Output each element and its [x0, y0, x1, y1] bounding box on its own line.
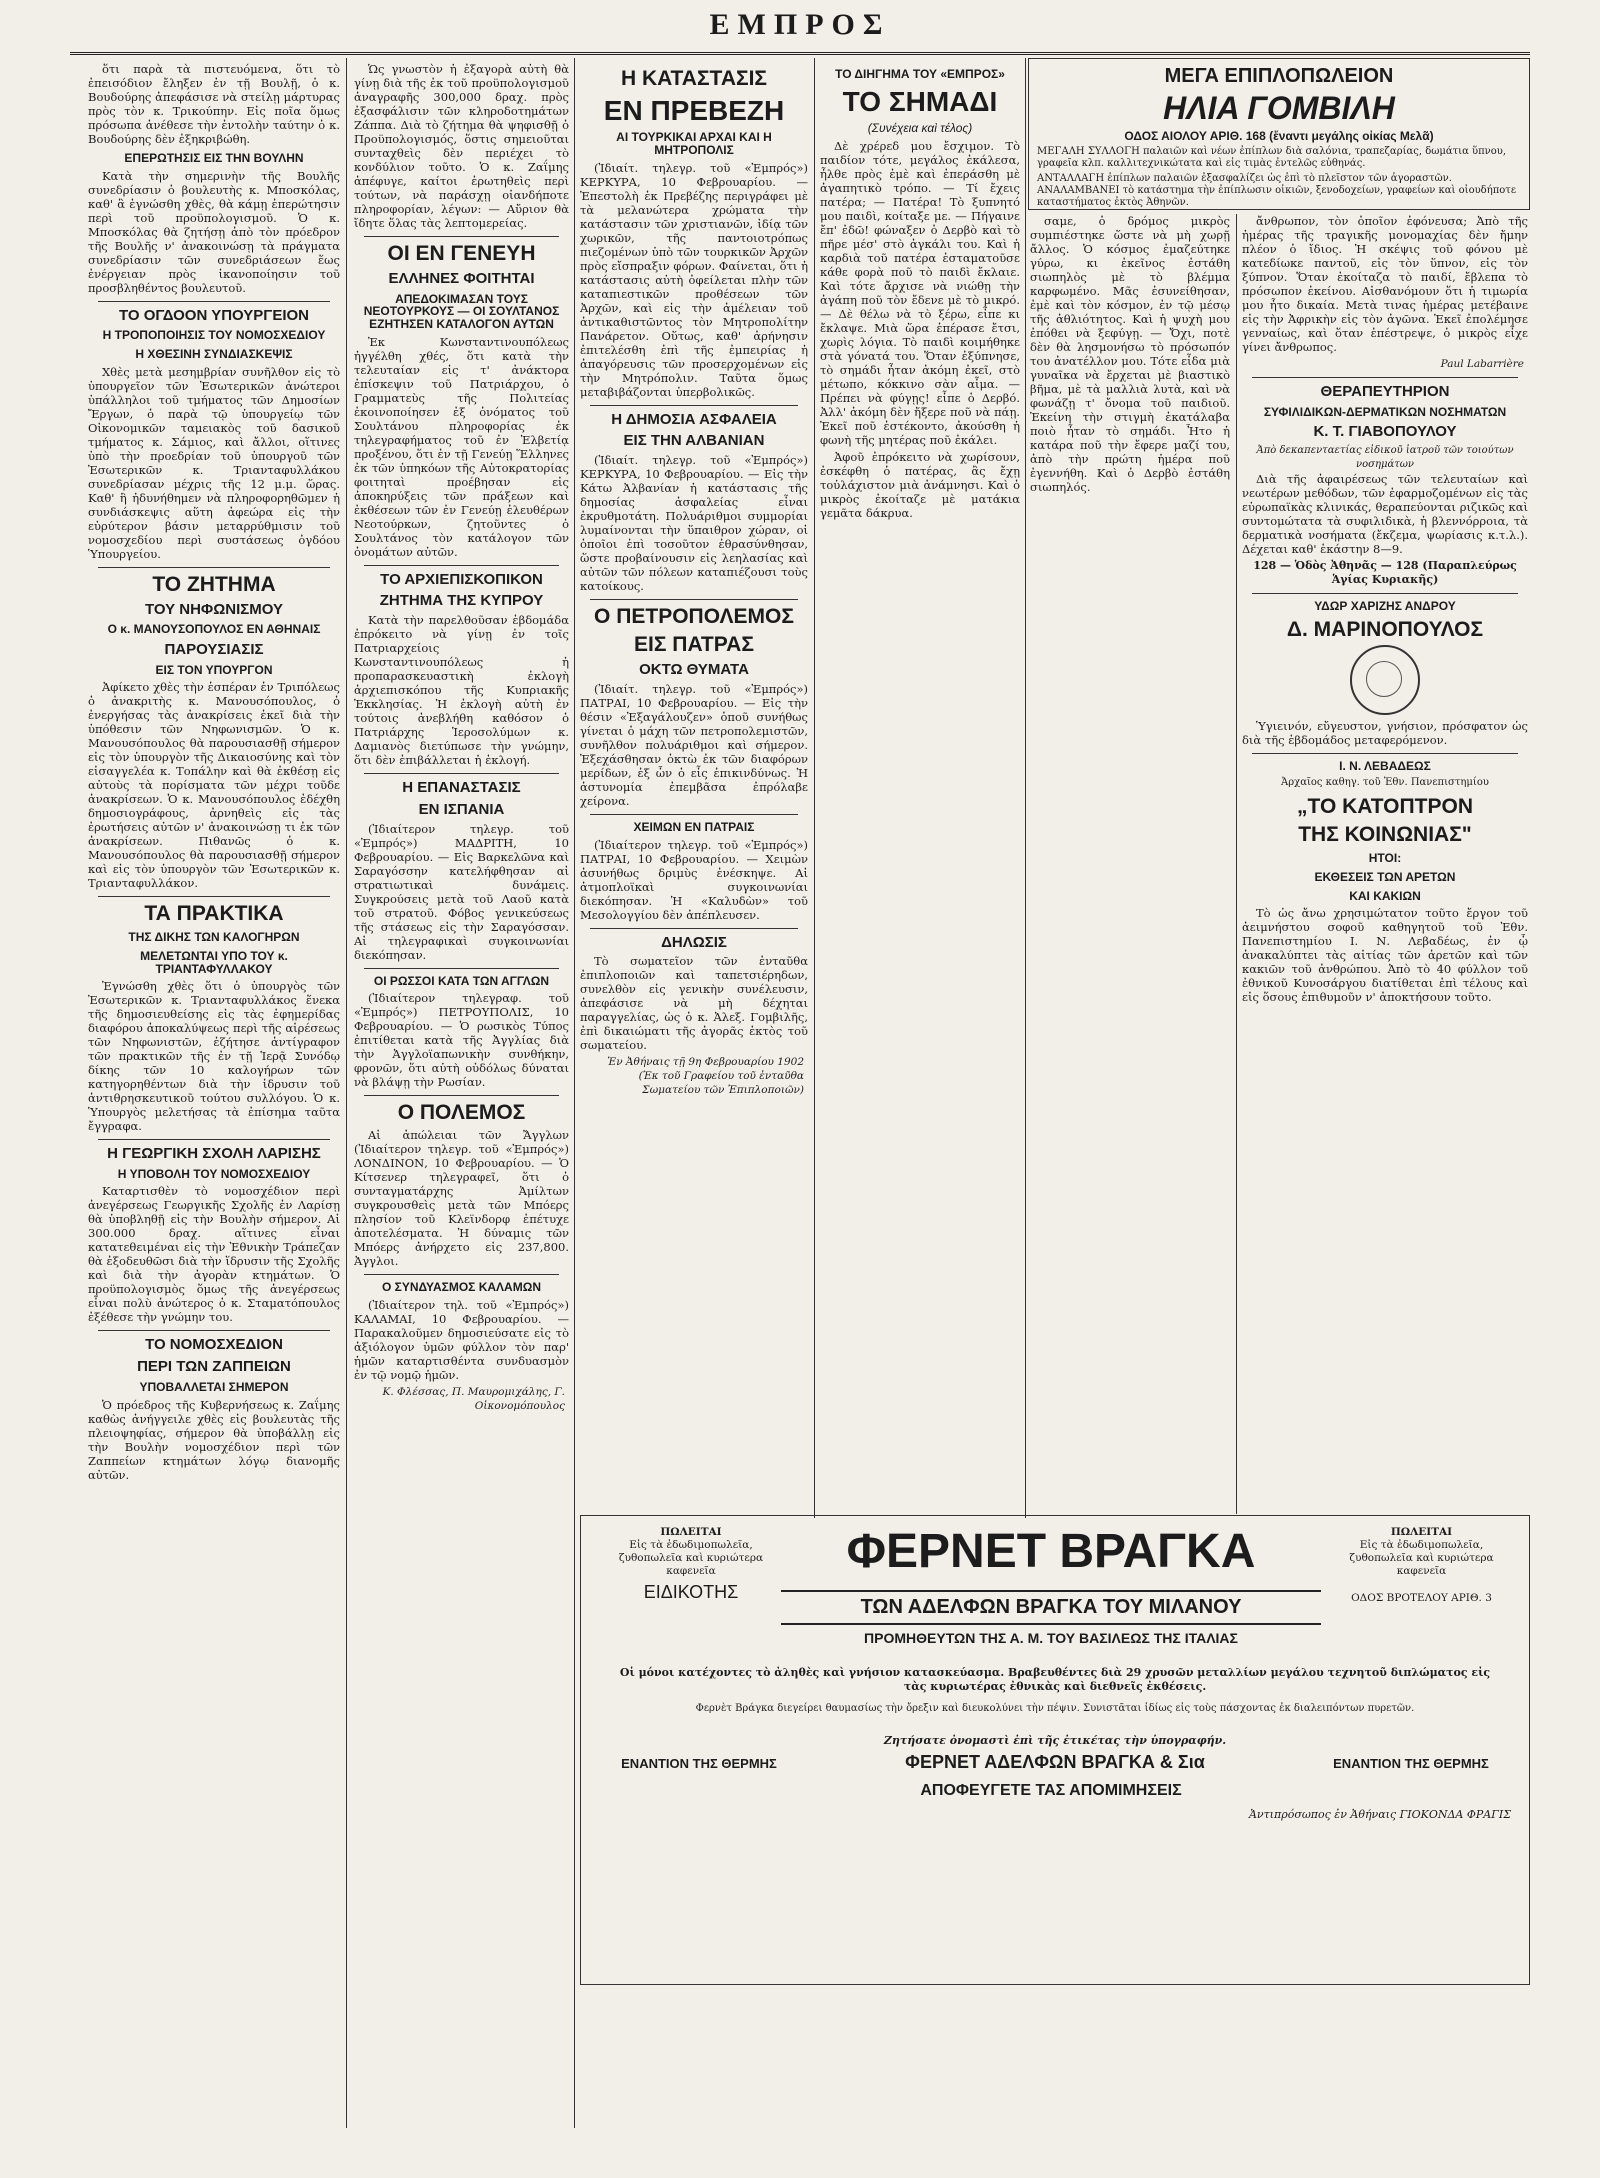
- article-text: Καταρτισθὲν τὸ νομοσχέδιον περὶ ἀνεγέρσεως Γεωργικῆς Σχολῆς ἐν Λαρίσῃ θὰ ὑποβληθῇ εἰς τὴν Βουλὴν σήμερον. Αἱ 300.000 δραχ. αἵτινες εἶναι κατατεθειμέναι εἰς τὴν Ἐθνικὴν Τράπεζαν θὰ ἐξοδευθῶσι διὰ τὴν ἵδρυσιν τῆς Σχολῆς καὶ διὰ τὴν ἀγορὰν κτημάτων. Ὁ προϋπολογισμὸς ὅμως τῆς ἀνεγέρσεως εἶναι πολὺ ἀνώτερος ὁ κ. Σταματόπουλος ἐξέθεσε τὴν γνώμην του.: [88, 1184, 340, 1325]
- headline: Η ΓΕΩΡΓΙΚΗ ΣΧΟΛΗ ΛΑΡΙΣΗΣ: [107, 1145, 321, 1163]
- column-divider: [1025, 58, 1026, 1518]
- subheadline: ΤΗΣ ΔΙΚΗΣ ΤΩΝ ΚΑΛΟΓΗΡΩΝ: [128, 930, 300, 945]
- divider: [590, 814, 798, 815]
- subheadline: Η ΧΘΕΣΙΝΗ ΣΥΝΔΙΑΣΚΕΨΙΣ: [135, 346, 293, 361]
- divider: [590, 928, 798, 929]
- subheadline: ΟΚΤΩ ΘΥΜΑΤΑ: [639, 661, 749, 679]
- ad-tagline: Ἀπὸ δεκαπενταετίας εἰδικοῦ ἰατροῦ τῶν τοιούτων νοσημάτων: [1256, 445, 1514, 471]
- divider: [98, 896, 330, 897]
- divider: [98, 1139, 330, 1140]
- headline: Ο ΠΕΤΡΟΠΟΛΕΜΟΣ: [594, 605, 794, 629]
- divider: [1252, 593, 1518, 594]
- column-divider: [814, 58, 815, 1518]
- subheadline: Η ΤΡΟΠΟΠΟΙΗΣΙΣ ΤΟΥ ΝΟΜΟΣΧΕΔΙΟΥ: [102, 328, 326, 343]
- divider: [364, 968, 559, 969]
- column-1: [88, 62, 340, 2122]
- book-subtitle: ΚΑΙ ΚΑΚΙΩΝ: [1349, 888, 1421, 903]
- ad-heading: ΜΕΓΑ ΕΠΙΠΛΟΠΩΛΕΙΟΝ: [1164, 65, 1394, 87]
- headline: ΤΟ ΟΓΔΟΟΝ ΥΠΟΥΡΓΕΙΟΝ: [118, 306, 309, 324]
- headline: Η ΚΑΤΑΣΤΑΣΙΣ: [620, 67, 768, 90]
- ad-location: ΕΝΑΝΤΙΟΝ ΤΗΣ ΘΕΡΜΗΣ: [1333, 1756, 1489, 1771]
- article-text: Ἐκ Κωνσταντινουπόλεως ἠγγέλθη χθές, ὅτι κατὰ τὴν τελευταίαν εἰς τ' ἀνάκτορα ἐπίσκεψιν τοῦ Πατριάρχου, ὁ Γραμματεὺς τῆς Πολιτείας ἐκοινοποίησεν ἐξ ὀνόματος τοῦ Σουλτάνου πληροφορίας ἐκ τηλεγραφήματος τοῦ ἐν Ἑλβετίᾳ προξένου, ὅτι ἐν τῇ Γενεύῃ Ἕλληνες ἐκ τῶν ὑπηκόων τῆς Αὐτοκρατορίας φοιτηταὶ προέβησαν εἰς ἀποκηρύξεις τῶν πράξεων καὶ ἐκθέσεων τῶν ἐν Γενεύῃ ἐλευθέρων Νεοτούρκων, ζητοῦντες ὁ Σουλτάνος τὸν κατάλογον τῶν ὀνομάτων αὐτῶν.: [354, 334, 569, 559]
- article-text: Δὲ χρέρεδ μου ἔσχιμον. Τὸ παιδίον τότε, μεγάλος ἐκάλεσα, ἦλθε πρὸς ἐμὲ καὶ ἐπεράσθη μὲ ἀγαπητικὸ τρόπο. — Τί ἔχεις πατέρα; — Πατέρα! Τὸ ξυπνητό μου παιδὶ, κοίταξε με. — Πήγαινε ἔπ' ἐδῶ! φώναξεν ὁ Δερβὸ καὶ τὸ πῆρε μέσ' στὸ ἀγκάλι του. Καὶ ἡ καρδιὰ τοῦ πατέρα ἐσταματοῦσε κάθε φορὰ ποῦ τὸ παιδὶ ἔκλαιε. Καὶ τότε ἄρχισε νὰ νιώθῃ τὴν ἀγάπη ποῦ τὸν ἔδενε μὲ τὸ μικρό. — Δὲ θέλω νὰ τὸ ξέρω, εἶπε κι ἔκλαψε. Μιὰ ὥρα ἐπέρασε ἔτσι, χωρὶς λόγια. Τὸ παιδὶ κοιμήθηκε στὰ γόνατά του. Ὅταν ἐξύπνησε, τὸ σημάδι ἦταν ἀκόμη ἐκεῖ, στὸ μέτωπο, κόκκινο σὰν αἷμα. — Πρέπει νὰ φύγῃς! εἶπε ὁ Δερβό. Ἀλλ' ἀκόμη δὲν ἤξερε ποῦ νὰ πάῃ. Ἐκεῖ ποῦ ἐστέκοντο, ἀκούσθη ἡ φωνὴ τῆς μητέρας ποῦ ἐκάλει.: [820, 138, 1020, 447]
- header-rule: [70, 52, 1530, 55]
- signature: Ἐν Ἀθήναις τῇ 9η Φεβρουαρίου 1902 (Ἐκ τοῦ Γραφείου τοῦ ἐνταῦθα Σωματείου τῶν Ἐπιπλοποιῶν): [607, 1056, 804, 1097]
- signature: Κ. Φλέσσας, Π. Μαυρομιχάλης, Γ. Οἰκονομόπουλος: [382, 1385, 565, 1412]
- ad-text: Φερνὲτ Βράγκα διεγείρει θαυμασίως τὴν ὄρεξιν καὶ διευκολύνει τὴν πέψιν. Συνιστᾶται ἰδίως εἰς τοὺς πάσχοντας ἐκ διαλειπόντων πυρετῶν.: [695, 1703, 1415, 1714]
- ad-brand-sub: ΤΩΝ ΑΔΕΛΦΩΝ ΒΡΑΓΚΑ ΤΟΥ ΜΙΛΑΝΟΥ: [781, 1590, 1321, 1625]
- article-text: (Ἰδιαίτ. τηλεγρ. τοῦ «Ἐμπρός») ΚΕΡΚΥΡΑ, 10 Φεβρουαρίου. — Εἰς τὴν Κάτω Ἀλβανίαν ἡ κατάστασις τῆς δημοσίας ἀσφαλείας εἶναι ἐκρυθμοτάτη. Πολυάριθμοι συμμορίαι λυμαίνονται τὴν ὕπαιθρον χώραν, οἱ ὁποῖοι ἐπὶ τοσοῦτον ἐθρασύνθησαν, ὥστε προβαίνουσιν εἰς λεηλασίας καὶ αὐτῶν τῶν πόλεων καταπιέζουσι τοὺς κατοίκους.: [580, 453, 808, 594]
- headline: Ο ΣΥΝΔΥΑΣΜΟΣ ΚΑΛΑΜΩΝ: [381, 1280, 541, 1295]
- ad-text: Εἰς τὰ ἐδωδιμοπωλεῖα, ζυθοπωλεῖα καὶ κυριώτερα καφενεῖα: [1349, 1539, 1494, 1577]
- article-text: Κατὰ τὴν σημερινὴν τῆς Βουλῆς συνεδρίασιν ὁ βουλευτὴς κ. Μποσκόλας, καθ' ἃ ἐγνώσθη χθὲς, θὰ κάμῃ ἐπερώτησιν περὶ τοῦ προϋπολογισμοῦ. Ὁ κ. Μποσκόλας θὰ ζητήσῃ ἀπὸ τὸν πρόεδρον τῆς Βουλῆς ν' ἀνακοινώσῃ τὰ πράγματα συνεδρίασιν τῶν συνεδριάσεων ἕως ἐνέργειαν πρὸς ἱκανοποίησιν τοῦ προσβληθέντος βουλευτοῦ.: [88, 168, 340, 295]
- headline: ΕΙΣ ΠΑΤΡΑΣ: [634, 633, 754, 657]
- divider: [590, 599, 798, 600]
- subheadline: ΑΠΕΔΟΚΙΜΑΣΑΝ ΤΟΥΣ ΝΕΟΤΟΥΡΚΟΥΣ — ΟΙ ΣΟΥΛΤΑΝΟΣ ΕΖΗΤΗΣΕΝ ΚΑΤΑΛΟΓΟΝ ΑΥΤΩΝ: [363, 291, 560, 331]
- column-divider: [574, 58, 575, 2128]
- story-subtitle: (Συνέχεια καὶ τέλος): [867, 120, 973, 135]
- headline: ΤΟΥ ΝΗΦΩΝΙΣΜΟΥ: [144, 600, 284, 618]
- ad-location: ΕΝΑΝΤΙΟΝ ΤΗΣ ΘΕΡΜΗΣ: [621, 1756, 777, 1771]
- column-divider: [1236, 214, 1237, 1514]
- series-title: ΤΟ ΔΙΗΓΗΜΑ ΤΟΥ «ΕΜΠΡΟΣ»: [835, 67, 1005, 81]
- divider: [364, 1095, 559, 1096]
- article-text: Αἱ ἀπώλειαι τῶν Ἄγγλων (Ἰδιαίτερον τηλεγρ. τοῦ «Ἐμπρός») ΛΟΝΔΙΝΟΝ, 10 Φεβρουαρίου. — Ὁ Κίτσενερ τηλεγραφεῖ, ὅτι ὁ συνταγματάρχης Ἀμίλτων συγκρουσθεὶς μετὰ τῶν Μπόερς πλησίον τοῦ Κλεϊνδορφ ἐπέτυχε ἀποτελέσματα. Ἡ δύναμις τῶν Μπόερς ἀνήρχετο εἰς 237,800. Ἀγγλοι.: [354, 1128, 569, 1269]
- ad-supplier: ΠΡΟΜΗΘΕΥΤΩΝ ΤΗΣ Α. Μ. ΤΟΥ ΒΑΣΙΛΕΩΣ ΤΗΣ ΙΤΑΛΙΑΣ: [864, 1630, 1238, 1646]
- column-4: [820, 62, 1020, 1567]
- ad-text: ΑΝΑΛΑΜΒΑΝΕΙ τὸ κατάστημα τὴν ἐπίπλωσιν οἰκιῶν, ξενοδοχείων, γραφείων καὶ οἰουδήποτε καταστήματος ἐκτὸς Ἀθηνῶν.: [1037, 185, 1517, 208]
- article-text: Ὁ πρόεδρος τῆς Κυβερνήσεως κ. Ζαΐμης καθὼς ἀνήγγειλε χθὲς εἰς βουλευτὰς τῆς πλειοψηφίας, σήμερον θὰ ὑποβάλλῃ εἰς τὴν Βουλὴν νομοσχέδιον περὶ τῶν Ζαππείων κτημάτων λόγῳ διανομῆς αὐτῶν.: [88, 1397, 340, 1482]
- book-title: ΤΗΣ ΚΟΙΝΩΝΙΑΣ": [1298, 823, 1472, 847]
- headline: ΕΝ ΙΣΠΑΝΙΑ: [418, 800, 505, 818]
- ad-text: Οἱ μόνοι κατέχοντες τὸ ἀληθὲς καὶ γνήσιον κατασκεύασμα. Βραβευθέντες διὰ 29 χρυσῶν μεταλλίων μεγάλου τεχνητοῦ διπλώματος εἰς τὰς κυριωτέρας ἐθνικὰς καὶ διεθνεῖς ἐκθέσεις.: [619, 1666, 1491, 1693]
- ad-warning: ΑΠΟΦΕΥΓΕΤΕ ΤΑΣ ΑΠΟΜΙΜΗΣΕΙΣ: [920, 1782, 1182, 1799]
- subheadline: ΠΑΡΟΥΣΙΑΣΙΣ: [164, 640, 264, 658]
- seal-icon: [1350, 645, 1420, 715]
- column-3: [580, 62, 808, 1567]
- ad-address: ΟΔΟΣ ΑΙΟΛΟΥ ΑΡΙΘ. 168 (ἔναντι μεγάλης οἰκίας Μελᾶ): [1124, 129, 1434, 143]
- headline: ΕΛΛΗΝΕΣ ΦΟΙΤΗΤΑΙ: [388, 270, 535, 288]
- article-text: Ἀφοῦ ἐπρόκειτο νὰ χωρίσουν, ἐσκέφθη ὁ πατέρας, ἂς ἔχῃ τοὐλάχιστον μιὰ ἀνάμνησι. Καὶ ὁ μικρὸς ἐκοίταζε μὲ ματάκια γεμᾶτα δάκρυα.: [820, 449, 1020, 520]
- ad-heading: Δ. ΜΑΡΙΝΟΠΟΥΛΟΣ: [1286, 617, 1484, 641]
- divider: [98, 301, 330, 302]
- article-text: Ἀφίκετο χθὲς τὴν ἑσπέραν ἐν Τριπόλεως ὁ ἀνακριτὴς κ. Μανουσόπουλος, ὁ ἐνεργήσας τὰς ἀνακρίσεις ἐκεῖ διὰ τὴν ὑπόθεσιν τῶν Νηφωνισμῶν. Ὁ κ. Μανουσόπουλος θὰ παρουσιασθῇ σήμερον εἰς τὸν ὑπουργὸν τῆς Δικαιοσύνης καὶ τὸν εἰσαγγελέα κ. Τοπάλην καὶ θὰ ἐκθέσῃ εἰς αὐτοὺς τὰ πορίσματα τῶν μέχρι τοῦδε ἀνακρίσεων. Ὁ κ. Μανουσόπουλος ἐδέχθη δημοσιογράφους, ἀρνηθεὶς εἰς τὰς ἐρωτήσεις αὐτῶν ν' ἀνακοινώσῃ τι ἐκ τῶν ἀνακρίσεων. Πιθανῶς ὁ κ. Μανουσόπουλος θὰ παρουσιασθῇ σήμερον καὶ εἰς τὸν ὑπουργὸν τῶν Ἐσωτερικῶν κ. Τριανταφυλλάκον.: [88, 680, 340, 891]
- article-text: (Ἰδιαίτερον τηλεγραφ. τοῦ «Ἐμπρός») ΠΕΤΡΟΥΠΟΛΙΣ, 10 Φεβρουαρίου. — Ὁ ρωσικὸς Τύπος ἐπιτίθεται κατὰ τῆς Ἀγγλίας διὰ τὴν Ἀγγλοϊαπωνικὴν συνθήκην, φρονῶν, ὅτι αὐτὴ οὐδόλως δύναται νὰ βλάψῃ τὴν Ρωσίαν.: [354, 991, 569, 1090]
- headline: Ο ΠΟΛΕΜΟΣ: [397, 1101, 526, 1125]
- headline: ΧΕΙΜΩΝ ΕΝ ΠΑΤΡΑΙΣ: [633, 819, 755, 834]
- ad-sales-right: [1329, 1526, 1514, 1605]
- article-text: Κατὰ τὴν παρελθοῦσαν ἑβδομάδα ἐπρόκειτο νὰ γίνῃ ἐν τοῖς Πατριαρχείοις Κωνσταντινουπόλεως ἡ προπαρασκευαστικὴ ἐκλογὴ ἀρχιεπισκόπου τῆς Κυπριακῆς Ἐκκλησίας. Ἡ ἐκλογὴ αὐτὴ ἐν τούτοις ἀνεβλήθη καθόσον ὁ Πατριάρχης Ἱεροσολύμων κ. Δαμιανὸς διετύπωσε τὴν γνώμην, ὅτι δὲν ἐπιβάλλεται ἡ ἐκλογή.: [354, 613, 569, 768]
- article-text: (Ἰδιαίτερον τηλεγρ. τοῦ «Ἐμπρός») ΠΑΤΡΑΙ, 10 Φεβρουαρίου. — Χειμὼν ἀσυνήθως δριμὺς ἐνέσκηψε. Αἱ ἀτμοπλοϊκαὶ συγκοινωνίαι διεκόπησαν. Ἡ «Καλυδὼν» τοῦ Μεσολογγίου δὲν ἀπέπλευσεν.: [580, 837, 808, 922]
- column-5: [1030, 214, 1230, 659]
- ad-text: Ὑγιεινόν, εὔγευστον, γνήσιον, πρόσφατον ὡς διὰ τῆς ἑβδομάδος μεταφερόμενον.: [1242, 718, 1528, 747]
- ad-address: 128 — Ὁδὸς Ἀθηνᾶς — 128 (Παραπλεύρως Ἁγίας Κυριακῆς): [1253, 559, 1517, 587]
- headline: Η ΔΗΜΟΣΙΑ ΑΣΦΑΛΕΙΑ: [611, 410, 777, 428]
- ad-brand: ΗΛΙΑ ΓΟΜΒΙΛΗ: [1163, 90, 1395, 126]
- ad-heading: Ι. Ν. ΛΕΒΑΔΕΩΣ: [1339, 758, 1431, 773]
- column-divider: [346, 58, 347, 2128]
- ad-label: ΕΙΔΙΚΟΤΗΣ: [643, 1582, 739, 1602]
- ad-heading: ΣΥΦΙΛΙΔΙΚΩΝ-ΔΕΡΜΑΤΙΚΩΝ ΝΟΣΗΜΑΤΩΝ: [1263, 404, 1507, 419]
- headline: ΤΑ ΠΡΑΚΤΙΚΑ: [144, 902, 284, 926]
- ad-text: Τὸ ὡς ἄνω χρησιμώτατον τοῦτο ἔργον τοῦ ἀειμνήστου σοφοῦ καθηγητοῦ τοῦ Ἐθν. Πανεπιστημίου Ι. Ν. Λεβαδέως, ἐν ᾧ ἀνακαλύπτει τὰς αἰτίας τῶν ἀρετῶν καὶ τῶν κακιῶν τοῦ ἀνθρώπου. Ἀπὸ τὸ 40 φύλλον τοῦ ἐθνικοῦ Κυνοσάργου διατίθεται ἐπὶ τέλους καὶ εἰς ὅσους ἐπιθυμοῦν ν' ἀποκτήσουν τοῦτο.: [1242, 906, 1528, 1005]
- ad-address: ΟΔΟΣ ΒΡΟΤΕΛΟΥ ΑΡΙΘ. 3: [1351, 1592, 1492, 1604]
- article-text: (Ἰδιαίτερον τηλεγρ. τοῦ «Ἐμπρός») ΜΑΔΡΙΤΗ, 10 Φεβρουαρίου. — Εἰς Βαρκελῶνα καὶ Σαραγόσσην κατελήφθησαν αἱ στρατιωτικαὶ δυνάμεις. Συγκρούσεις μετὰ τοῦ Λαοῦ κατὰ τοῦ στρατοῦ. Φόβος γενικεύσεως τῆς στάσεως εἰς τὴν Σαραγόσσαν. Αἱ τηλεγραφικαὶ συγκοινωνίαι διεκόπησαν.: [354, 821, 569, 962]
- book-subtitle: ΕΚΘΕΣΕΙΣ ΤΩΝ ΑΡΕΤΩΝ: [1314, 870, 1456, 885]
- subheadline: ΕΙΣ ΤΟΝ ΥΠΟΥΡΓΟΝ: [155, 662, 273, 677]
- article-text: (Ἰδιαίτ. τηλεγρ. τοῦ «Ἐμπρός») ΚΕΡΚΥΡΑ, 10 Φεβρουαρίου. — Ἐπεστολὴ ἐκ Πρεβέζης περιγράφει μὲ τὰ μελανώτερα χρώματα τὴν κατάστασιν τῶν χριστιανῶν, ἰδίᾳ τῶν χωρικῶν, τῆς παντοιοτρόπως πιεζομένων ὑπὸ τῶν τουρκικῶν Ἀρχῶν πρὸς εἴσπραξιν φόρων. Φαίνεται, ὅτι ἡ κατάστασις αὐτὴ ὀφείλεται πλὴν τῶν καταπιεστικῶν προθέσεων τῶν Ἀρχῶν, καὶ εἰς τὴν ἀμέλειαν τοῦ ἀντικαθιστῶντος τὸν Μητροπολίτην Πανάρετον. Οὕτως, καθ' ἀρήνησιν ἐπιτελέσθη ἐπὶ τῆς ἐμπειρίας ἡ ἀπαγόρευσις τῶν προσερχομένων εἰς τὴν Μητρόπολιν. Ταῦτα ὅμως μεταβιβάζονται ὑπερβολικῶς.: [580, 160, 808, 399]
- headline: ΟΙ ΕΝ ΓΕΝΕΥΗ: [387, 242, 536, 265]
- article-text: (Ἰδιαίτ. τηλεγρ. τοῦ «Ἐμπρός») ΠΑΤΡΑΙ, 10 Φεβρουαρίου. — Εἰς τὴν θέσιν «Ἐξαγάλουζεν» ὁποῦ συνήθως γίνεται ὁ μάχη τῶν πετροπολεμιστῶν, συνῆλθον πολυάριθμοι καὶ σήμερον. Ἐξεχάσθησαν ὀκτὼ ἐκ τῶν διαφόρων μερίδων, ἐξ ὧν ὁ εἷς ἐπικινδύνως. Ἡ ἀστυνομία ἐπεμβᾶσα ἐπρόλαβε χείρονα.: [580, 681, 808, 808]
- headline: Η ΕΠΑΝΑΣΤΑΣΙΣ: [402, 779, 521, 797]
- column-6: [1242, 214, 1528, 1504]
- headline: ΔΗΛΩΣΙΣ: [661, 933, 727, 951]
- article-text: ὅτι παρὰ τὰ πιστευόμενα, ὅτι τὸ ἐπεισόδιον ἔληξεν ἐν τῇ Βουλῇ, ὁ κ. Βουδούρης ἀπεφάσισε νὰ στείλῃ μάρτυρας πρὸς τὸν κ. Τρικούπην. Εἰς ποῖα ὅμως πρόσωπα ἀνέθεσε τὴν ἐντολὴν ταύτην ὁ κ. Βουδούρης δὲν ἐξηκριβώθη.: [88, 62, 340, 146]
- article-text: Ὡς γνωστὸν ἡ ἐξαγορὰ αὐτὴ θὰ γίνῃ διὰ τῆς ἐκ τοῦ προϋπολογισμοῦ ἀναγραφῆς 300,000 δραχ. πρὸς ἐξασφάλισιν τῶν κληροδοτημάτων Ζάππα. Διὰ τὸ ζήτημα θὰ ψηφισθῇ ὁ Προϋπολογισμός, ὅστις σημειοῦται συνταχθεὶς δὲν περιέχει τὸ κονδύλιον τοῦτο. Ὁ κ. Ζαΐμης ἀπέφυγε, καίτοι ἐρωτηθεὶς περὶ τούτων, νὰ παράσχῃ οἰανδήποτε πληροφορίαν, λέγων: — Αὔριον θὰ ἴδητε ὅλας τὰς λεπτομερείας.: [354, 62, 569, 230]
- ad-heading: ΘΕΡΑΠΕΥΤΗΡΙΟΝ: [1320, 383, 1450, 400]
- divider: [1252, 753, 1518, 754]
- headline: ΤΟ ΑΡΧΙΕΠΙΣΚΟΠΙΚΟΝ: [380, 570, 543, 588]
- book-title: „ΤΟ ΚΑΤΟΠΤΡΟΝ: [1297, 795, 1473, 819]
- divider: [364, 773, 559, 774]
- subheadline: Ο κ. ΜΑΝΟΥΣΟΠΟΥΛΟΣ ΕΝ ΑΘΗΝΑΙΣ: [107, 622, 321, 637]
- headline: ΕΠΕΡΩΤΗΣΙΣ ΕΙΣ ΤΗΝ ΒΟΥΛΗΝ: [124, 151, 304, 165]
- ad-brand: ΦΕΡΝΕΤ ΒΡΑΓΚΑ: [846, 1525, 1256, 1578]
- ad-text: Εἰς τὰ ἐδωδιμοπωλεῖα, ζυθοπωλεῖα καὶ κυριώτερα καφενεῖα: [618, 1539, 764, 1577]
- furniture-ad: [1028, 58, 1530, 210]
- story-title: ΤΟ ΣΗΜΑΔΙ: [842, 85, 998, 117]
- article-text: Τὸ σωματεῖον τῶν ἐνταῦθα ἐπιπλοποιῶν καὶ ταπετσιέρηδων, συνελθὸν εἰς γενικὴν συνέλευσιν, ἀπεφάσισε νὰ μὴ δέχηται παραγγελίας, ὡς ὁ κ. Ἀλεξ. Γομβιλῆς, ἐπὶ δικαιώματι τῆς ἀγορᾶς ἐκτὸς τοῦ σωματείου.: [580, 954, 808, 1053]
- fernet-ad: [580, 1515, 1530, 1985]
- article-text: Ἐγνώσθη χθὲς ὅτι ὁ ὑπουργὸς τῶν Ἐσωτερικῶν κ. Τριανταφυλλάκος ἕνεκα τῆς δημοσιευθείσης εἰς τὰς ἐφημερίδας διαφόρου ἀποκαλύψεως περὶ τῆς αἱρέσεως τῶν Νηφωνιστῶν, ἐζήτησε ἀντίγραφον τῶν πρακτικῶν τῆς ἐν τῇ Ἱερᾷ Συνόδῳ δίκης τῶν 10 καλογήρων τῶν κατηγορηθέντων διὰ τὴν ἱδρυσιν τοῦ ἀντιθρησκευτικοῦ τούτου συλλόγου. Ὁ κ. Ὑπουργὸς μελετήσας τὰ ἐπίσημα ταῦτα ἔγγραφα.: [88, 979, 340, 1134]
- subheadline: Η ΥΠΟΒΟΛΗ ΤΟΥ ΝΟΜΟΣΧΕΔΙΟΥ: [117, 1166, 311, 1181]
- column-2: [354, 62, 569, 2122]
- subheadline: ΜΕΛΕΤΩΝΤΑΙ ΥΠΟ ΤΟΥ κ. ΤΡΙΑΝΤΑΦΥΛΛΑΚΟΥ: [140, 948, 288, 976]
- divider: [1252, 377, 1518, 378]
- ad-text: ΑΝΤΑΛΛΑΓΗ ἐπίπλων παλαιῶν ἐξασφαλίζει ὡς ἐπὶ τὸ πλεῖστον τῶν ἀγοραστῶν.: [1037, 173, 1452, 184]
- headline: ΤΟ ΝΟΜΟΣΧΕΔΙΟΝ: [145, 1336, 283, 1354]
- masthead: ΕΜΠΡΟΣ: [709, 8, 891, 41]
- ad-sales-left: [601, 1526, 781, 1602]
- ad-subheading: Ἀρχαῖος καθηγ. τοῦ Ἐθν. Πανεπιστημίου: [1281, 777, 1489, 789]
- ad-brand-line: ΦΕΡΝΕΤ ΑΔΕΛΦΩΝ ΒΡΑΓΚΑ & Σια: [905, 1752, 1205, 1772]
- ad-text: Ζητήσατε ὀνομαστὶ ἐπὶ τῆς ἐτικέτας τὴν ὑπογραφήν.: [883, 1734, 1227, 1747]
- subheadline: ΥΠΟΒΑΛΛΕΤΑΙ ΣΗΜΕΡΟΝ: [139, 1379, 289, 1394]
- headline: ΠΕΡΙ ΤΩΝ ΖΑΠΠΕΙΩΝ: [137, 1358, 291, 1376]
- ad-heading: Κ. Τ. ΓΙΑΒΟΠΟΥΛΟΥ: [1313, 423, 1457, 441]
- divider: [364, 1274, 559, 1275]
- subheadline: ΑΙ ΤΟΥΡΚΙΚΑΙ ΑΡΧΑΙ ΚΑΙ Η ΜΗΤΡΟΠΟΛΙΣ: [616, 130, 772, 158]
- headline: ΖΗΤΗΜΑ ΤΗΣ ΚΥΠΡΟΥ: [379, 592, 544, 610]
- headline: ΕΝ ΠΡΕΒΕΖΗ: [603, 95, 785, 127]
- article-text: ἄνθρωπον, τὸν ὁποῖον ἐφόνευσα; Ἀπὸ τῆς ἡμέρας τῆς τραγικῆς μονομαχίας δὲν ἤμην πλέον ὁ ἴδιος. Ἡ σκέψις τοῦ φόνου μὲ κατεδίωκε παντοῦ, εἰς τὸν ὕπνον, εἰς τὸν ξύπνον. Ὅταν ἐκοίταζα τὸ παιδί, ἔβλεπα τὸ πρόσωπον ἐκείνου. Αἰσθανόμουν ὅτι ἡ τιμωρία μου ἦτο δικαία. Μετὰ τινας ἡμέρας μετέβαινε εἰς τὴν Ἀφρικὴν εἰς τὸν ἀγῶνα. Ἐκεῖ ἐπολέμησε γενναίως, καὶ ὅταν ἐπέστρεψε, ὁ μικρὸς εἶχε γίνει ἄνθρωπος.: [1242, 214, 1528, 354]
- ad-text: Διὰ τῆς ἀφαιρέσεως τῶν τελευταίων καὶ νεωτέρων μεθόδων, τῶν ἐφαρμοζομένων εἰς τὰς εὐρωπαϊκὰς κλινικάς, θεραπεύονται ριζικῶς καὶ συντομώτατα τὰ συφιλιδικὰ, ἡ βλεννόρροια, τὰ δερματικὰ νοσήματα (ἔκζεμα, ψωρίασις κ.τ.λ.). Δέχεται καθ' ἑκάστην 8—9.: [1242, 472, 1528, 557]
- ad-agent: Ἀντιπρόσωπος ἐν Ἀθήναις ΓΙΟΚΟΝΔΑ ΦΡΑΓΙΣ: [1248, 1808, 1511, 1821]
- article-text: Χθὲς μετὰ μεσημβρίαν συνῆλθον εἰς τὸ ὑπουργεῖον τῶν Ἐσωτερικῶν ἀνώτεροι ὑπάλληλοι τοῦ τμήματος τῶν Δημοσίων Ἔργων, ὁ παρὰ τῷ ὑπουργείῳ τῶν Οἰκονομικῶν ταμειακὸς τοῦ δασικοῦ τμήματος κ. Σάμιος, καὶ ἄλλοι, οἵτινες ὑπὸ τὴν προεδρίαν τοῦ ὑπουργοῦ τῶν Ἐσωτερικῶν κ. Τριανταφυλλάκου συνεδρίασαν μέχρις τῆς 12 μ.μ. ὥρας. Καθ' ἣ ἠδυνήθημεν νὰ πληροφορηθῶμεν ἡ συνδιάσκεψις αὕτη ἀφεώρα εἰς τὴν εὐρύτερον βάσιν μεταρρύθμισιν τοῦ νομοσχεδίου περὶ συστάσεως ὀγδόου Ὑπουργείου.: [88, 364, 340, 561]
- headline: ΟΙ ΡΩΣΣΟΙ ΚΑΤΑ ΤΩΝ ΑΓΓΛΩΝ: [373, 973, 550, 988]
- ad-heading: ΥΔΩΡ ΧΑΡΙΖΗΣ ΑΝΔΡΟΥ: [1314, 599, 1456, 614]
- headline: ΕΙΣ ΤΗΝ ΑΛΒΑΝΙΑΝ: [623, 432, 765, 450]
- divider: [98, 1330, 330, 1331]
- divider: [590, 405, 798, 406]
- author-signature: Paul Labarrière: [1440, 358, 1524, 370]
- article-text: σαμε, ὁ δρόμος μικρὸς συμπιέστηκε ὥστε νὰ μὴ χωρῇ ἄλλος. Ὁ κόσμος ἐμαζεύτηκε γύρω, κι ἐκεῖνος ἐστάθη σιωπηλὸς μὲ τὸ βλέμμα καρφωμένο. Μᾶς ἐσυνείθησαν, ἐμὲ καὶ τὸν κόσμον, ἐν τῷ μέσῳ τῆς ἀθλιότητος. Καὶ ἡ ψυχὴ μου ἐπόθει νὰ ξεφύγῃ. — Ὄχι, ποτὲ δὲν θὰ λησμονήσω τὸ πρόσωπόν του ἀνατέλλον μου. Τότε εἶδα μιὰ γυναῖκα νὰ ἔρχεται μὲ βιαστικὸ βῆμα, μὲ τὰ μαλλιὰ λυτὰ, καὶ νὰ φωνάζῃ τ' ὄνομα τοῦ παιδιοῦ. Ἐκείνη τὴν στιγμὴ ἐκατάλαβα ποιὸ ἦταν τὸ σημάδι. Ἦτο ἡ κατάρα ποῦ τὴν ἔφερε μαζί του, ἀπὸ τὴν πρώτη ἡμέρα ποῦ ἐγεννήθη. Καὶ ὁ Δερβὸ ἐστάθη σιωπηλός.: [1030, 214, 1230, 494]
- article-text: (Ἰδιαίτερον τηλ. τοῦ «Ἐμπρός») ΚΑΛΑΜΑΙ, 10 Φεβρουαρίου. — Παρακαλοῦμεν δημοσιεύσατε εἰς τὸ ἀξιόλογον ὑμῶν φύλλον τὸν παρ' ἡμῶν καταρτισθέντα συνδυασμὸν ἐν τῷ νομῷ ἡμῶν.: [354, 1297, 569, 1382]
- ad-text: ΜΕΓΑΛΗ ΣΥΛΛΟΓΗ παλαιῶν καὶ νέων ἐπίπλων διὰ σαλόνια, τραπεζαρίας, δωμάτια ὕπνου, γραφεῖα κλπ. καλλιτεχνικώτατα καὶ εἰς τιμὰς ἐντελῶς εὐθηνάς.: [1037, 146, 1507, 169]
- ad-label: ΠΩΛΕΙΤΑΙ: [1390, 1526, 1453, 1538]
- book-subtitle: ΗΤΟΙ:: [1368, 851, 1402, 866]
- divider: [364, 565, 559, 566]
- divider: [98, 567, 330, 568]
- headline: ΤΟ ΖΗΤΗΜΑ: [152, 572, 276, 596]
- divider: [364, 236, 559, 237]
- ad-label: ΠΩΛΕΙΤΑΙ: [660, 1526, 722, 1538]
